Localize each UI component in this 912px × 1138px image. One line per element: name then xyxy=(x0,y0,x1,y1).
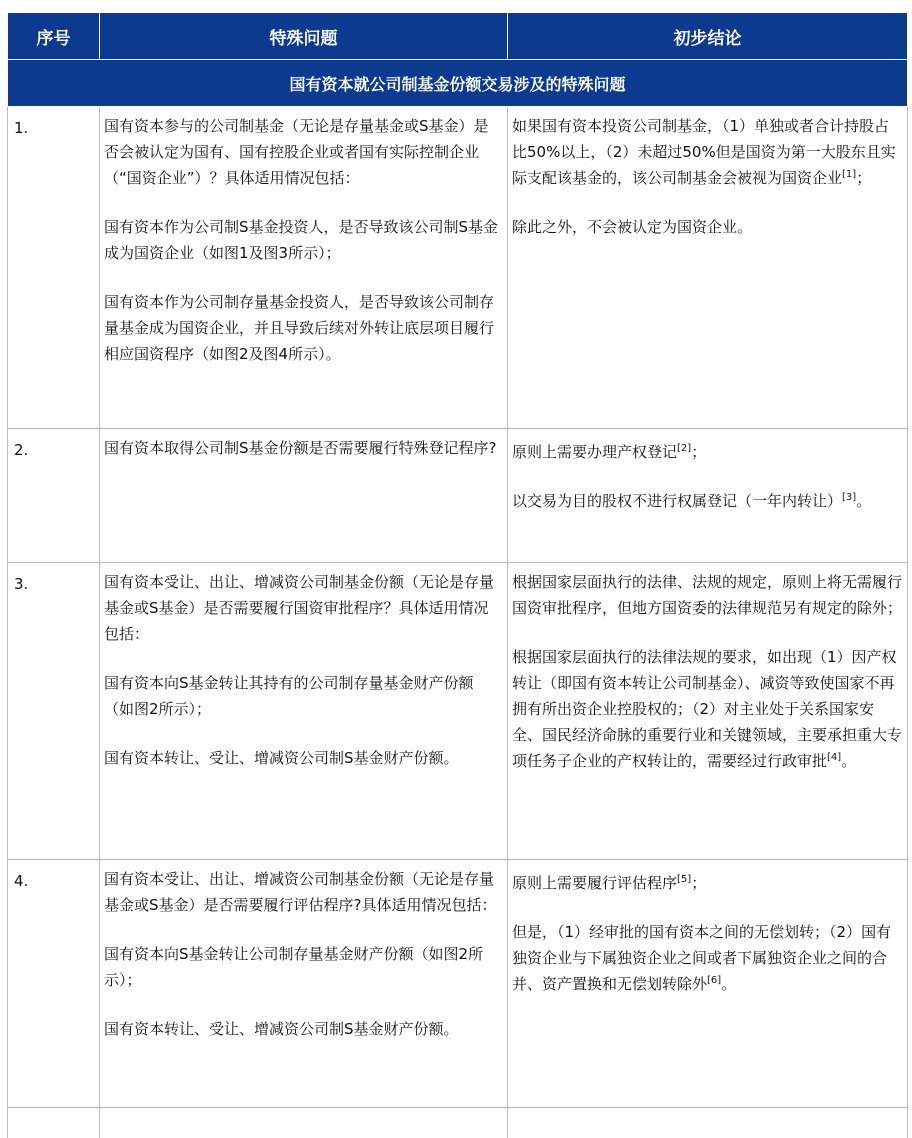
question-text: 国有资本受让、出让、增减资公司制基金份额（无论是存量基金或S基金）是否需要履行国资审批程序？具体适用情况包括： xyxy=(104,573,495,643)
question-text: 国有资本取得公司制S基金份额是否需要履行特殊登记程序? xyxy=(104,439,497,457)
conclusion-cell xyxy=(508,1108,908,1138)
table-row xyxy=(8,563,908,860)
row-number: 1. xyxy=(8,107,100,429)
section-title: 国有资本就公司制基金份额交易涉及的特殊问题 xyxy=(8,60,908,107)
question-cell xyxy=(100,1108,508,1138)
question-text: 国有资本转让、受让、增减资公司制S基金财产份额。 xyxy=(104,1020,459,1038)
conclusion-text: 除此之外，不会被认定为国资企业。 xyxy=(512,218,753,236)
conclusion-text: 但是，（1）经审批的国有资本之间的无偿划转；（2）国有独资企业与下属独资企业之间或者下属独资企业之间的合并、资产置换和无偿划转除外[6]。 xyxy=(512,923,892,993)
question-cell xyxy=(100,563,508,860)
row-number xyxy=(8,1108,100,1138)
question-cell xyxy=(100,429,508,563)
footnote-ref[interactable]: [1] xyxy=(842,169,857,180)
conclusion-text: 以交易为目的股权不进行权属登记（一年内转让）[3]。 xyxy=(512,492,872,510)
question-text: 国有资本转让、受让、增减资公司制S基金财产份额。 xyxy=(104,749,459,767)
question-text: 国有资本参与的公司制基金（无论是存量基金或S基金）是否会被认定为国有、国有控股企业或者国有实际控制企业（“国资企业”）？具体适用情况包括： xyxy=(104,117,489,187)
row-number: 3. xyxy=(8,563,100,860)
section-row xyxy=(8,60,908,107)
header-question: 特殊问题 xyxy=(100,13,508,60)
conclusion-cell xyxy=(508,107,908,429)
special-issues-table xyxy=(7,12,908,1138)
conclusion-text: 根据国家层面执行的法律法规的要求，如出现（1）因产权转让（即国有资本转让公司制基金）、减资等致使国家不再拥有所出资企业控股权的；（2）对主业处于关系国家安全、国民经济命脉的重要行业和关键领域，主要承担重大专项任务子企业的产权转让的，需要经过行政审批[4]。 xyxy=(512,648,903,770)
table-row xyxy=(8,860,908,1108)
conclusion-cell xyxy=(508,429,908,563)
header-num: 序号 xyxy=(8,13,100,60)
footnote-ref[interactable]: [5] xyxy=(677,874,692,885)
conclusion-text: 原则上需要办理产权登记[2]； xyxy=(512,443,707,461)
question-cell xyxy=(100,107,508,429)
table-row xyxy=(8,429,908,563)
footnote-ref[interactable]: [2] xyxy=(677,443,692,454)
row-number: 2. xyxy=(8,429,100,563)
conclusion-text: 根据国家层面执行的法律、法规的规定，原则上将无需履行国资审批程序，但地方国资委的法律规范另有规定的除外； xyxy=(512,573,903,617)
row-number: 4. xyxy=(8,860,100,1108)
question-text: 国有资本作为公司制S基金投资人，是否导致该公司制S基金成为国资企业（如图1及图3所示）； xyxy=(104,218,499,262)
footnote-ref[interactable]: [4] xyxy=(827,752,842,763)
question-text: 国有资本受让、出让、增减资公司制基金份额（无论是存量基金或S基金）是否需要履行评估程序?具体适用情况包括： xyxy=(104,870,497,914)
conclusion-cell xyxy=(508,860,908,1108)
table-row xyxy=(8,107,908,429)
question-text: 国有资本向S基金转让公司制存量基金财产份额（如图2所示）； xyxy=(104,945,484,989)
footnote-ref[interactable]: [3] xyxy=(842,492,857,503)
header-row xyxy=(8,13,908,60)
header-conclusion: 初步结论 xyxy=(508,13,908,60)
question-text: 国有资本向S基金转让其持有的公司制存量基金财产份额（如图2所示）； xyxy=(104,674,474,718)
table-row xyxy=(8,1108,908,1138)
footnote-ref[interactable]: [6] xyxy=(707,975,722,986)
question-text: 国有资本作为公司制存量基金投资人，是否导致该公司制存量基金成为国资企业，并且导致后续对外转让底层项目履行相应国资程序（如图2及图4所示）。 xyxy=(104,293,495,363)
conclusion-text: 原则上需要履行评估程序[5]； xyxy=(512,874,707,892)
conclusion-text: 如果国有资本投资公司制基金，（1）单独或者合计持股占比50%以上，（2）未超过50%但是国资为第一大股东且实际支配该基金的，该公司制基金会被视为国资企业[1]； xyxy=(512,117,896,187)
conclusion-cell xyxy=(508,563,908,860)
question-cell xyxy=(100,860,508,1108)
